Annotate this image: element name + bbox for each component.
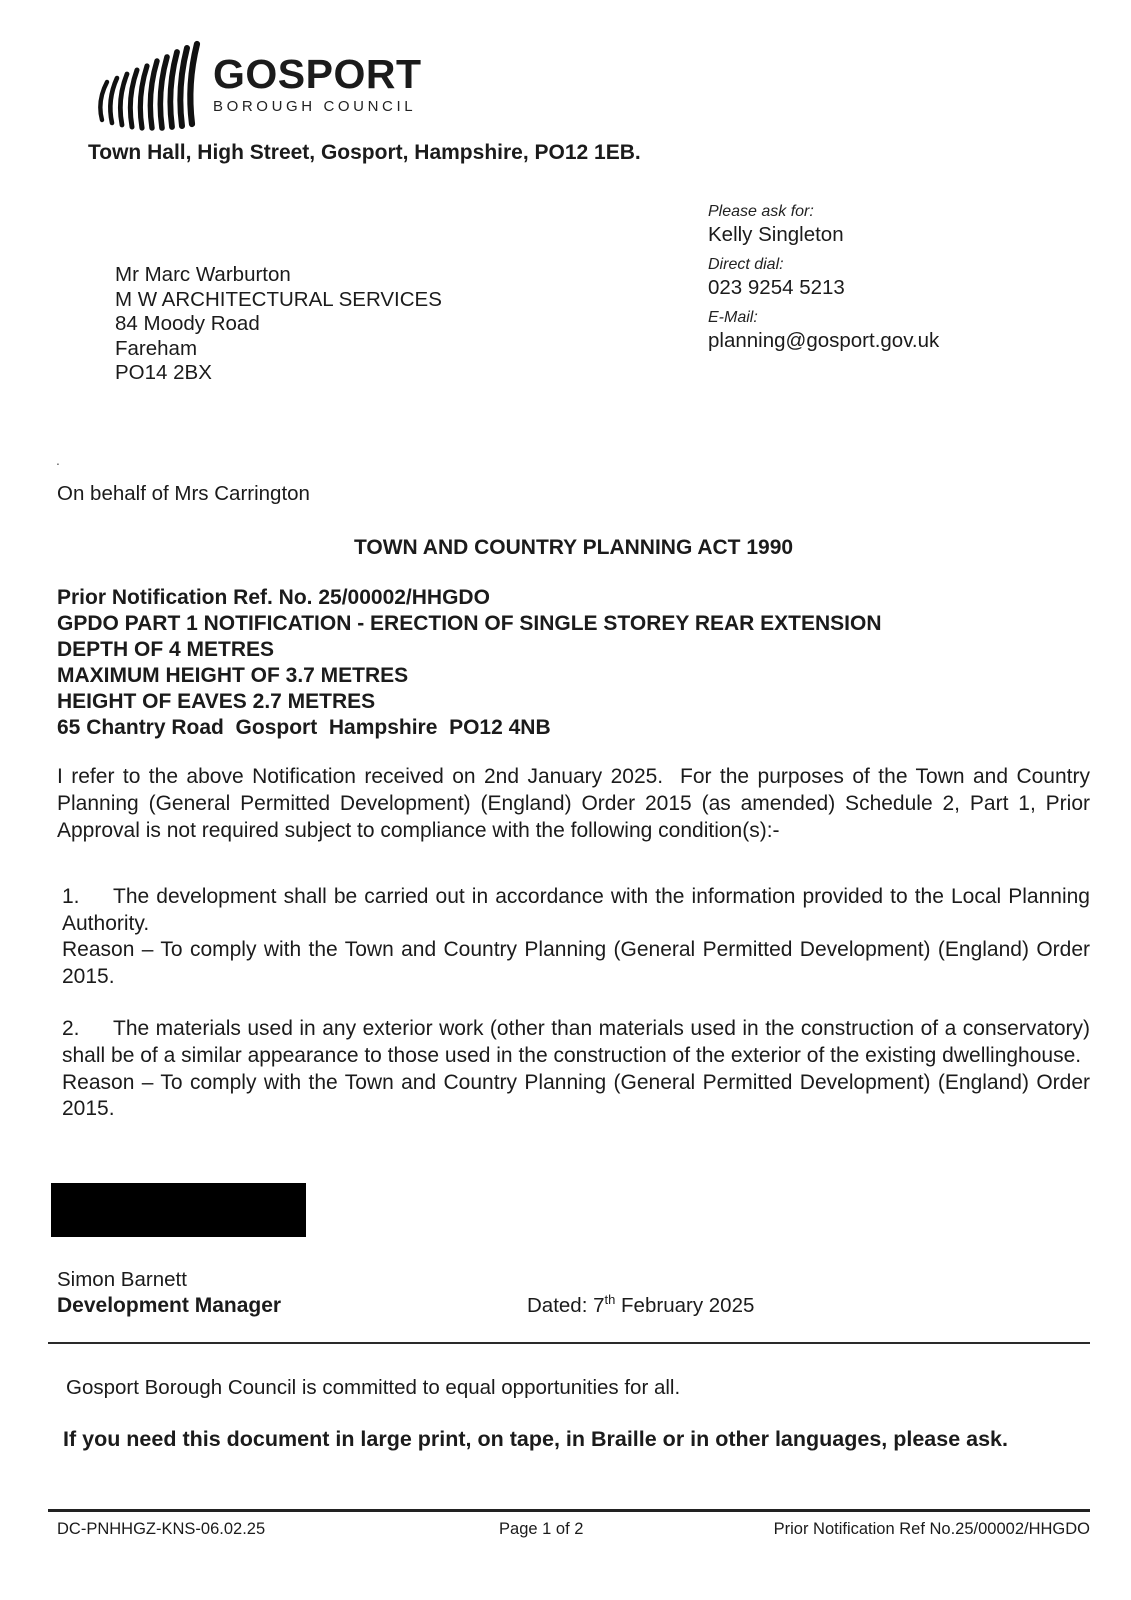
stray-scan-mark: . [56,452,60,468]
ask-for-value: Kelly Singleton [708,223,844,246]
on-behalf-line: On behalf of Mrs Carrington [57,482,310,505]
dated-line [527,1294,754,1318]
dated-ordinal: th [604,1292,616,1308]
logo-text [213,51,422,115]
direct-dial-value: 023 9254 5213 [708,276,845,299]
condition-1-reason: Reason – To comply with the Town and Country Planning (General Permitted Development) (England) Order 2015. [62,938,1090,988]
conditions-section [57,884,1090,1123]
logo-council-name: GOSPORT [213,51,422,97]
council-address-line: Town Hall, High Street, Gosport, Hampshire, PO12 1EB. [88,141,641,164]
ref-max-height-line: MAXIMUM HEIGHT OF 3.7 METRES [57,663,409,687]
signature-divider-rule [48,1342,1090,1344]
condition-1 [57,884,1090,937]
intro-paragraph: I refer to the above Notification received on 2nd January 2025. For the purposes of the Town and Country Planning (General Permitted Development) (England) Order 2015 (as amended) Schedule 2, Part 1, Prior Approval is not required subject to compliance with the following condition(s):- [57,765,1096,842]
footer-ref-number: Prior Notification Ref No.25/00002/HHGDO [773,1520,1090,1538]
email-label: E-Mail: [708,309,758,326]
large-print-notice: If you need this document in large print, on tape, in Braille or in other languages, please ask. [63,1427,1008,1451]
reference-block [57,585,1090,740]
footer-doc-code: DC-PNHHGZ-KNS-06.02.25 [57,1520,266,1538]
recipient-name: Mr Marc Warburton [115,263,291,286]
direct-dial-label: Direct dial: [708,256,784,273]
condition-1-text: The development shall be carried out in accordance with the information provided to the Local Planning Authority. [62,885,1090,935]
condition-2 [57,1016,1090,1069]
recipient-street: 84 Moody Road [115,312,260,336]
email-value: planning@gosport.gov.uk [708,329,940,352]
ref-depth-line: DEPTH OF 4 METRES [57,637,275,661]
footer-page-number: Page 1 of 2 [499,1520,584,1538]
ref-description-line: GPDO PART 1 NOTIFICATION - ERECTION OF SINGLE STOREY REAR EXTENSION [57,611,882,635]
signatory-title: Development Manager [57,1294,282,1317]
condition-2-text: The materials used in any exterior work (other than materials used in the construction of a conservatory) shall be of a similar appearance to those used in the construction of the exterior of the existing dwellinghouse. [62,1017,1090,1067]
equal-opportunities-line: Gosport Borough Council is committed to equal opportunities for all. [66,1376,681,1399]
gosport-shell-logo-icon [95,40,207,132]
dated-suffix: February 2025 [615,1294,755,1317]
ref-site-address-line: 65 Chantry Road Gosport Hampshire PO12 4NB [57,715,551,739]
dated-prefix: Dated: 7 [527,1294,605,1317]
recipient-postcode: PO14 2BX [115,361,212,385]
council-logo [95,40,422,132]
recipient-town: Fareham [115,336,198,360]
condition-2-number: 2. [62,1017,80,1041]
footer-rule [48,1509,1090,1512]
recipient-address-block [115,263,442,386]
condition-2-reason: Reason – To comply with the Town and Country Planning (General Permitted Development) (England) Order 2015. [62,1070,1090,1121]
ref-eaves-line: HEIGHT OF EAVES 2.7 METRES [57,689,376,713]
ask-for-label: Please ask for: [708,203,814,220]
footer-row [48,1520,1090,1539]
contact-info-block [708,203,1038,362]
signatory-name: Simon Barnett [57,1268,187,1291]
act-heading: TOWN AND COUNTRY PLANNING ACT 1990 [353,536,794,559]
recipient-company: M W ARCHITECTURAL SERVICES [115,287,442,311]
ref-number-line: Prior Notification Ref. No. 25/00002/HHGDO [57,586,490,609]
logo-council-subtitle: BOROUGH COUNCIL [213,98,417,115]
condition-1-number: 1. [62,885,80,908]
redacted-signature-block [51,1183,306,1237]
